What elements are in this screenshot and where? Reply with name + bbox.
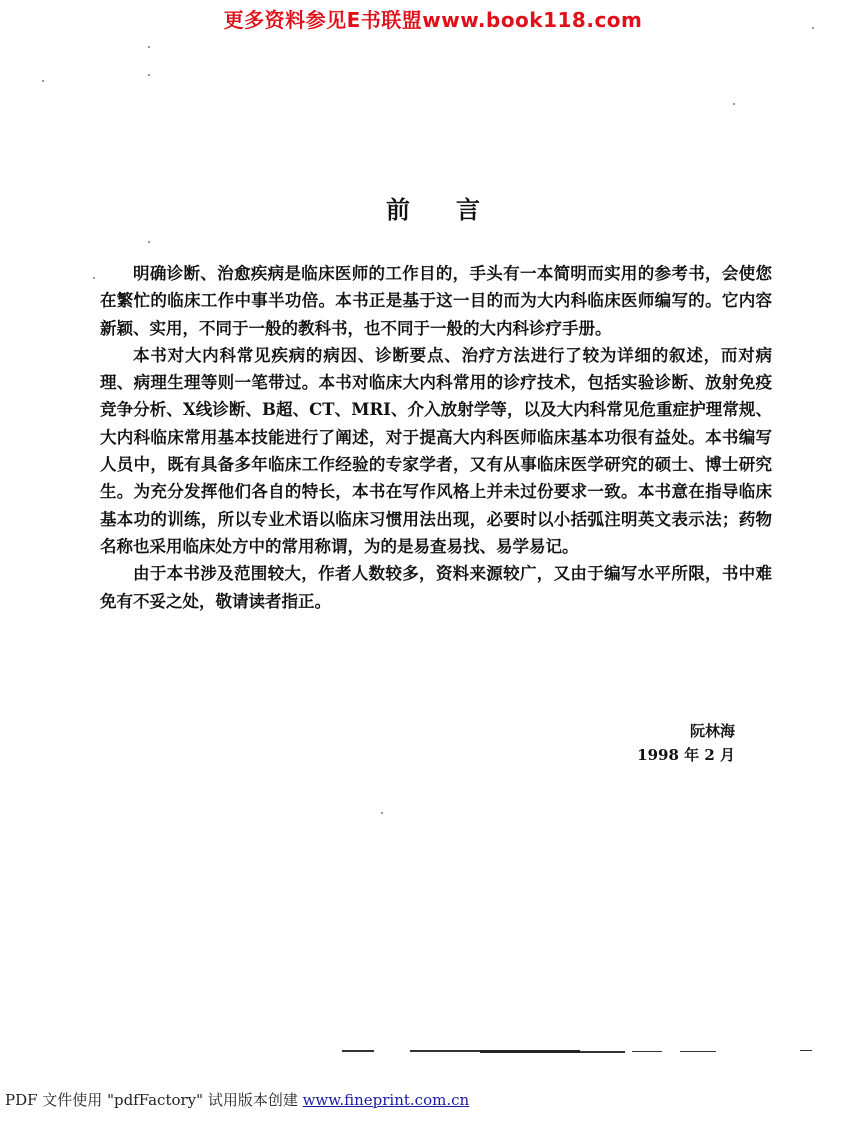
watermark-banner[interactable]: 更多资料参见E书联盟www.book118.com [223,8,643,32]
scan-speck [148,46,150,48]
paragraph: 本书对大内科常见疾病的病因、诊断要点、治疗方法进行了较为详细的叙述，而对病理、病理生理等则一笔带过。本书对临床大内科常用的诊疗技术，包括实验诊断、放射免疫竞争分析、X线诊断、B超、CT、MRI、介入放射学等，以及大内科常见危重症护理常规、大内科临床常用基本技能进行了阐述，对于提高大内科医师临床基本功很有益处。本书编写人员中，既有具备多年临床工作经验的专家学者，又有从事临床医学研究的硕士、博士研究生。为充分发挥他们各自的特长，本书在写作风格上并未过份要求一致。本书意在指导临床基本功的训练，所以专业术语以临床习惯用法出现，必要时以小括弧注明英文表示法；药物名称也采用临床处方中的常用称谓，为的是易查易找、易学易记。 [100,345,772,556]
scan-line [632,1051,662,1052]
scan-line [410,1050,480,1052]
scan-line [680,1051,716,1052]
scan-line [342,1050,374,1052]
page-title: 前言 [386,195,526,224]
scan-line [580,1051,625,1053]
scan-line [480,1050,580,1053]
scan-line [800,1050,812,1051]
scan-speck [812,27,814,29]
paragraph: 由于本书涉及范围较大，作者人数较多，资料来源较广，又由于编写水平所限，书中难免有不妥之处，敬请读者指正。 [100,564,772,611]
scan-speck [93,277,95,279]
scan-speck [381,812,383,814]
footer-link[interactable]: www.fineprint.com.cn [302,1091,470,1109]
preface-body [100,260,772,615]
signature-date: 1998 年 2 月 [637,746,735,764]
footer-text: PDF 文件使用 "pdfFactory" 试用版本创建 [5,1091,303,1109]
scan-speck [733,103,735,105]
scan-speck [148,241,150,243]
paragraph: 明确诊断、治愈疾病是临床医师的工作目的，手头有一本简明而实用的参考书，会使您在繁忙的临床工作中事半功倍。本书正是基于这一目的而为大内科临床医师编写的。它内容新颖、实用，不同于一般的教科书，也不同于一般的大内科诊疗手册。 [100,264,772,338]
scan-speck [148,74,150,76]
pdf-footer [5,1089,469,1110]
scan-speck [42,80,44,82]
author-signature: 阮林海 [689,722,735,740]
